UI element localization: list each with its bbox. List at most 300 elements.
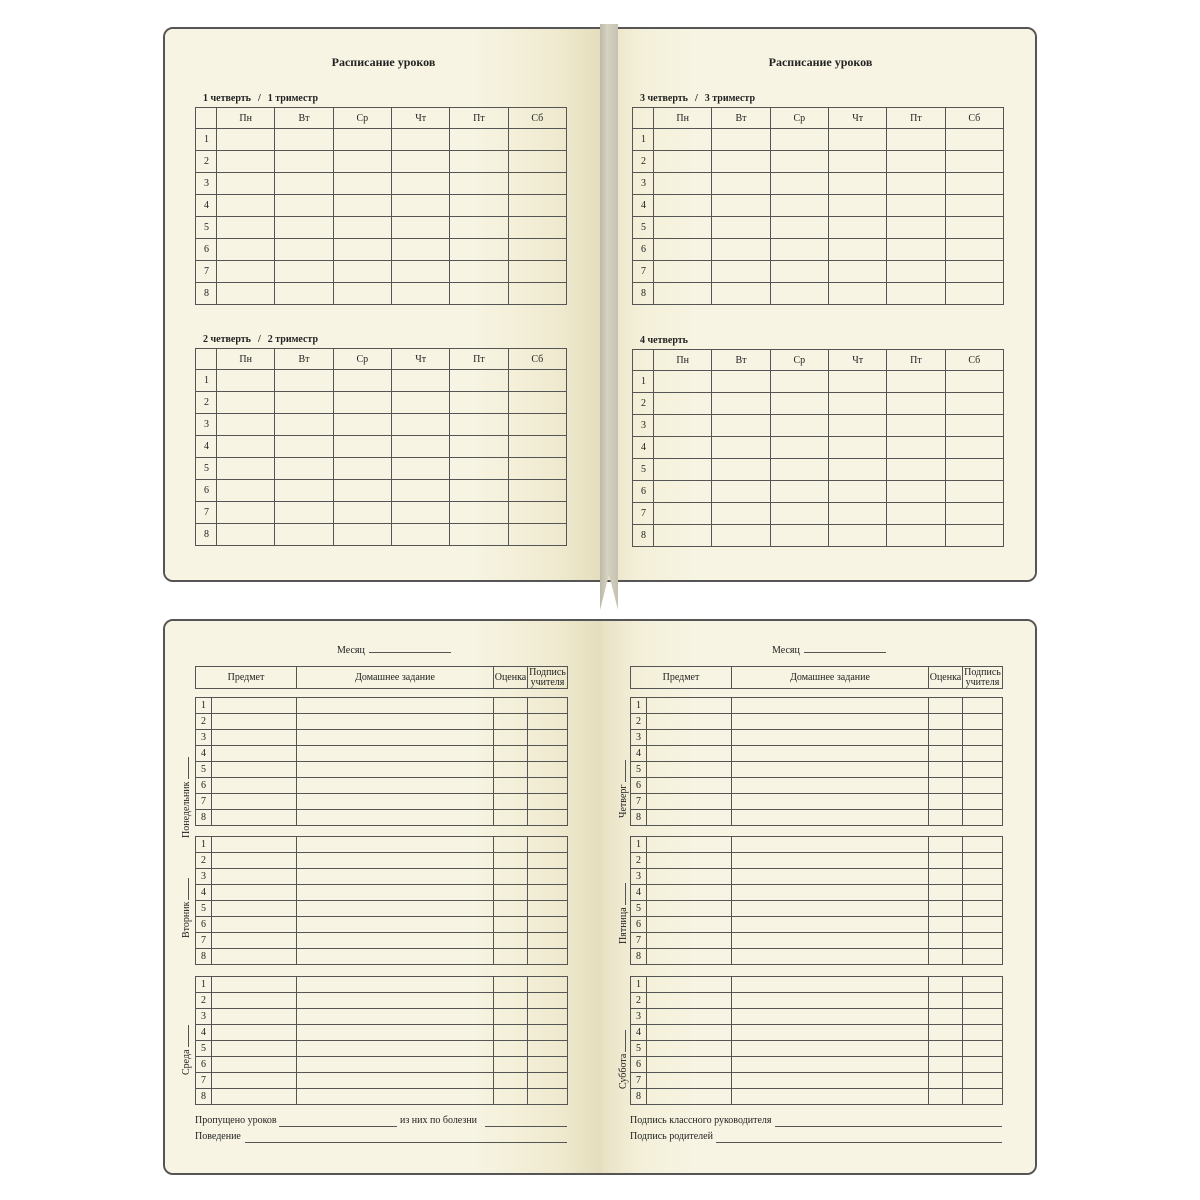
homework-cell[interactable] xyxy=(297,730,494,746)
homework-cell[interactable] xyxy=(732,1089,929,1105)
schedule-cell[interactable] xyxy=(391,151,449,173)
subject-cell[interactable] xyxy=(212,1073,297,1089)
grade-cell[interactable] xyxy=(929,1073,963,1089)
homework-cell[interactable] xyxy=(297,1025,494,1041)
schedule-cell[interactable] xyxy=(654,151,712,173)
teacher-signature-cell[interactable] xyxy=(528,1041,568,1057)
schedule-cell[interactable] xyxy=(887,129,945,151)
homework-cell[interactable] xyxy=(732,977,929,993)
grade-cell[interactable] xyxy=(494,746,528,762)
schedule-cell[interactable] xyxy=(333,502,391,524)
grade-cell[interactable] xyxy=(929,714,963,730)
subject-cell[interactable] xyxy=(212,1041,297,1057)
subject-cell[interactable] xyxy=(647,853,732,869)
teacher-signature-cell[interactable] xyxy=(528,917,568,933)
schedule-cell[interactable] xyxy=(333,129,391,151)
schedule-cell[interactable] xyxy=(945,173,1003,195)
schedule-cell[interactable] xyxy=(217,151,275,173)
schedule-cell[interactable] xyxy=(654,481,712,503)
subject-cell[interactable] xyxy=(212,762,297,778)
schedule-cell[interactable] xyxy=(712,217,770,239)
grade-cell[interactable] xyxy=(929,853,963,869)
schedule-cell[interactable] xyxy=(450,436,508,458)
schedule-cell[interactable] xyxy=(508,195,566,217)
teacher-signature-cell[interactable] xyxy=(528,853,568,869)
schedule-cell[interactable] xyxy=(333,524,391,546)
schedule-cell[interactable] xyxy=(887,261,945,283)
schedule-cell[interactable] xyxy=(508,524,566,546)
subject-cell[interactable] xyxy=(647,1041,732,1057)
grade-cell[interactable] xyxy=(929,778,963,794)
schedule-cell[interactable] xyxy=(391,283,449,305)
homework-cell[interactable] xyxy=(297,901,494,917)
subject-cell[interactable] xyxy=(212,794,297,810)
grade-cell[interactable] xyxy=(494,794,528,810)
schedule-cell[interactable] xyxy=(770,173,828,195)
schedule-cell[interactable] xyxy=(391,458,449,480)
schedule-cell[interactable] xyxy=(275,151,333,173)
grade-cell[interactable] xyxy=(929,762,963,778)
homework-cell[interactable] xyxy=(297,993,494,1009)
schedule-cell[interactable] xyxy=(828,151,886,173)
schedule-cell[interactable] xyxy=(333,458,391,480)
schedule-cell[interactable] xyxy=(887,525,945,547)
schedule-cell[interactable] xyxy=(712,151,770,173)
homework-cell[interactable] xyxy=(297,698,494,714)
teacher-signature-cell[interactable] xyxy=(528,1089,568,1105)
subject-cell[interactable] xyxy=(647,762,732,778)
schedule-cell[interactable] xyxy=(887,195,945,217)
schedule-cell[interactable] xyxy=(508,129,566,151)
schedule-cell[interactable] xyxy=(945,239,1003,261)
subject-cell[interactable] xyxy=(647,794,732,810)
subject-cell[interactable] xyxy=(212,698,297,714)
schedule-cell[interactable] xyxy=(712,239,770,261)
schedule-cell[interactable] xyxy=(828,261,886,283)
subject-cell[interactable] xyxy=(647,810,732,826)
teacher-signature-cell[interactable] xyxy=(963,869,1003,885)
schedule-cell[interactable] xyxy=(508,436,566,458)
schedule-cell[interactable] xyxy=(275,480,333,502)
schedule-cell[interactable] xyxy=(945,261,1003,283)
schedule-cell[interactable] xyxy=(887,239,945,261)
schedule-cell[interactable] xyxy=(217,524,275,546)
teacher-signature-cell[interactable] xyxy=(528,885,568,901)
homework-cell[interactable] xyxy=(732,837,929,853)
subject-cell[interactable] xyxy=(212,949,297,965)
schedule-cell[interactable] xyxy=(217,458,275,480)
schedule-cell[interactable] xyxy=(333,261,391,283)
subject-cell[interactable] xyxy=(212,917,297,933)
subject-cell[interactable] xyxy=(212,853,297,869)
schedule-cell[interactable] xyxy=(828,371,886,393)
subject-cell[interactable] xyxy=(212,730,297,746)
schedule-cell[interactable] xyxy=(770,415,828,437)
schedule-cell[interactable] xyxy=(770,217,828,239)
teacher-signature-cell[interactable] xyxy=(528,698,568,714)
teacher-signature-cell[interactable] xyxy=(963,1025,1003,1041)
schedule-cell[interactable] xyxy=(770,239,828,261)
subject-cell[interactable] xyxy=(212,810,297,826)
schedule-cell[interactable] xyxy=(275,414,333,436)
schedule-cell[interactable] xyxy=(333,195,391,217)
teacher-signature-cell[interactable] xyxy=(963,1041,1003,1057)
schedule-cell[interactable] xyxy=(654,393,712,415)
teacher-signature-cell[interactable] xyxy=(963,837,1003,853)
teacher-signature-cell[interactable] xyxy=(528,901,568,917)
schedule-cell[interactable] xyxy=(828,217,886,239)
subject-cell[interactable] xyxy=(212,746,297,762)
homework-cell[interactable] xyxy=(732,762,929,778)
homework-cell[interactable] xyxy=(297,746,494,762)
subject-cell[interactable] xyxy=(647,993,732,1009)
schedule-cell[interactable] xyxy=(217,129,275,151)
schedule-cell[interactable] xyxy=(887,393,945,415)
schedule-cell[interactable] xyxy=(770,283,828,305)
schedule-cell[interactable] xyxy=(275,217,333,239)
grade-cell[interactable] xyxy=(494,853,528,869)
grade-cell[interactable] xyxy=(494,1057,528,1073)
subject-cell[interactable] xyxy=(647,1057,732,1073)
subject-cell[interactable] xyxy=(647,917,732,933)
homework-cell[interactable] xyxy=(297,1089,494,1105)
schedule-cell[interactable] xyxy=(217,195,275,217)
homework-cell[interactable] xyxy=(732,714,929,730)
schedule-cell[interactable] xyxy=(391,129,449,151)
grade-cell[interactable] xyxy=(494,949,528,965)
schedule-cell[interactable] xyxy=(450,524,508,546)
schedule-cell[interactable] xyxy=(770,261,828,283)
schedule-cell[interactable] xyxy=(712,437,770,459)
homework-cell[interactable] xyxy=(297,1009,494,1025)
homework-cell[interactable] xyxy=(732,917,929,933)
teacher-signature-cell[interactable] xyxy=(528,778,568,794)
homework-cell[interactable] xyxy=(297,837,494,853)
schedule-cell[interactable] xyxy=(712,129,770,151)
schedule-cell[interactable] xyxy=(391,392,449,414)
teacher-signature-cell[interactable] xyxy=(528,977,568,993)
schedule-cell[interactable] xyxy=(828,129,886,151)
subject-cell[interactable] xyxy=(212,837,297,853)
homework-cell[interactable] xyxy=(297,1041,494,1057)
schedule-cell[interactable] xyxy=(508,151,566,173)
schedule-cell[interactable] xyxy=(217,502,275,524)
teacher-signature-cell[interactable] xyxy=(963,977,1003,993)
grade-cell[interactable] xyxy=(929,977,963,993)
schedule-cell[interactable] xyxy=(217,283,275,305)
schedule-cell[interactable] xyxy=(391,414,449,436)
schedule-cell[interactable] xyxy=(712,173,770,195)
teacher-signature-cell[interactable] xyxy=(963,1057,1003,1073)
subject-cell[interactable] xyxy=(647,1009,732,1025)
schedule-cell[interactable] xyxy=(217,217,275,239)
schedule-cell[interactable] xyxy=(391,239,449,261)
schedule-cell[interactable] xyxy=(887,415,945,437)
schedule-cell[interactable] xyxy=(887,217,945,239)
teacher-signature-cell[interactable] xyxy=(528,837,568,853)
schedule-cell[interactable] xyxy=(275,261,333,283)
schedule-cell[interactable] xyxy=(275,392,333,414)
teacher-signature-cell[interactable] xyxy=(963,762,1003,778)
teacher-signature-cell[interactable] xyxy=(528,714,568,730)
grade-cell[interactable] xyxy=(494,993,528,1009)
schedule-cell[interactable] xyxy=(450,414,508,436)
schedule-cell[interactable] xyxy=(828,481,886,503)
schedule-cell[interactable] xyxy=(945,217,1003,239)
schedule-cell[interactable] xyxy=(828,173,886,195)
teacher-signature-cell[interactable] xyxy=(963,810,1003,826)
homework-cell[interactable] xyxy=(732,1073,929,1089)
schedule-cell[interactable] xyxy=(712,283,770,305)
subject-cell[interactable] xyxy=(212,901,297,917)
schedule-cell[interactable] xyxy=(945,195,1003,217)
teacher-signature-cell[interactable] xyxy=(963,1089,1003,1105)
homework-cell[interactable] xyxy=(297,869,494,885)
schedule-cell[interactable] xyxy=(508,261,566,283)
grade-cell[interactable] xyxy=(929,1089,963,1105)
schedule-cell[interactable] xyxy=(828,415,886,437)
homework-cell[interactable] xyxy=(297,778,494,794)
schedule-cell[interactable] xyxy=(450,370,508,392)
subject-cell[interactable] xyxy=(212,993,297,1009)
homework-cell[interactable] xyxy=(297,933,494,949)
homework-cell[interactable] xyxy=(732,933,929,949)
grade-cell[interactable] xyxy=(494,714,528,730)
schedule-cell[interactable] xyxy=(654,371,712,393)
schedule-cell[interactable] xyxy=(770,151,828,173)
schedule-cell[interactable] xyxy=(945,415,1003,437)
grade-cell[interactable] xyxy=(494,1009,528,1025)
homework-cell[interactable] xyxy=(732,885,929,901)
homework-cell[interactable] xyxy=(732,794,929,810)
schedule-cell[interactable] xyxy=(712,261,770,283)
teacher-signature-cell[interactable] xyxy=(528,1025,568,1041)
schedule-cell[interactable] xyxy=(333,436,391,458)
homework-cell[interactable] xyxy=(732,730,929,746)
schedule-cell[interactable] xyxy=(508,217,566,239)
schedule-cell[interactable] xyxy=(391,370,449,392)
subject-cell[interactable] xyxy=(647,869,732,885)
schedule-cell[interactable] xyxy=(508,414,566,436)
teacher-signature-cell[interactable] xyxy=(963,1009,1003,1025)
subject-cell[interactable] xyxy=(212,778,297,794)
homework-cell[interactable] xyxy=(297,949,494,965)
teacher-signature-cell[interactable] xyxy=(963,885,1003,901)
homework-cell[interactable] xyxy=(297,810,494,826)
schedule-cell[interactable] xyxy=(887,151,945,173)
teacher-signature-cell[interactable] xyxy=(963,794,1003,810)
homework-cell[interactable] xyxy=(732,949,929,965)
grade-cell[interactable] xyxy=(494,1073,528,1089)
schedule-cell[interactable] xyxy=(654,261,712,283)
grade-cell[interactable] xyxy=(929,949,963,965)
subject-cell[interactable] xyxy=(212,1089,297,1105)
teacher-signature-cell[interactable] xyxy=(528,949,568,965)
teacher-signature-cell[interactable] xyxy=(528,730,568,746)
subject-cell[interactable] xyxy=(647,1089,732,1105)
schedule-cell[interactable] xyxy=(828,459,886,481)
subject-cell[interactable] xyxy=(212,1025,297,1041)
subject-cell[interactable] xyxy=(647,901,732,917)
homework-cell[interactable] xyxy=(732,746,929,762)
schedule-cell[interactable] xyxy=(887,481,945,503)
homework-cell[interactable] xyxy=(297,853,494,869)
schedule-cell[interactable] xyxy=(217,261,275,283)
schedule-cell[interactable] xyxy=(450,173,508,195)
grade-cell[interactable] xyxy=(494,977,528,993)
schedule-cell[interactable] xyxy=(654,415,712,437)
schedule-cell[interactable] xyxy=(770,393,828,415)
schedule-cell[interactable] xyxy=(275,370,333,392)
grade-cell[interactable] xyxy=(494,885,528,901)
schedule-cell[interactable] xyxy=(945,481,1003,503)
schedule-cell[interactable] xyxy=(275,436,333,458)
schedule-cell[interactable] xyxy=(450,480,508,502)
schedule-cell[interactable] xyxy=(712,195,770,217)
schedule-cell[interactable] xyxy=(828,437,886,459)
schedule-cell[interactable] xyxy=(887,437,945,459)
homework-cell[interactable] xyxy=(732,1025,929,1041)
schedule-cell[interactable] xyxy=(333,173,391,195)
grade-cell[interactable] xyxy=(494,901,528,917)
grade-cell[interactable] xyxy=(929,885,963,901)
schedule-cell[interactable] xyxy=(217,370,275,392)
schedule-cell[interactable] xyxy=(828,393,886,415)
schedule-cell[interactable] xyxy=(391,261,449,283)
schedule-cell[interactable] xyxy=(217,480,275,502)
schedule-cell[interactable] xyxy=(275,283,333,305)
schedule-cell[interactable] xyxy=(217,392,275,414)
schedule-cell[interactable] xyxy=(508,458,566,480)
schedule-cell[interactable] xyxy=(712,481,770,503)
grade-cell[interactable] xyxy=(929,1009,963,1025)
grade-cell[interactable] xyxy=(494,933,528,949)
teacher-signature-cell[interactable] xyxy=(963,746,1003,762)
schedule-cell[interactable] xyxy=(333,151,391,173)
homework-cell[interactable] xyxy=(732,1057,929,1073)
schedule-cell[interactable] xyxy=(450,239,508,261)
schedule-cell[interactable] xyxy=(828,283,886,305)
schedule-cell[interactable] xyxy=(945,437,1003,459)
grade-cell[interactable] xyxy=(929,1025,963,1041)
schedule-cell[interactable] xyxy=(391,480,449,502)
homework-cell[interactable] xyxy=(732,810,929,826)
schedule-cell[interactable] xyxy=(450,392,508,414)
teacher-signature-cell[interactable] xyxy=(528,810,568,826)
subject-cell[interactable] xyxy=(212,869,297,885)
schedule-cell[interactable] xyxy=(508,392,566,414)
schedule-cell[interactable] xyxy=(217,173,275,195)
schedule-cell[interactable] xyxy=(654,217,712,239)
teacher-signature-cell[interactable] xyxy=(963,778,1003,794)
schedule-cell[interactable] xyxy=(654,239,712,261)
schedule-cell[interactable] xyxy=(654,525,712,547)
grade-cell[interactable] xyxy=(929,837,963,853)
schedule-cell[interactable] xyxy=(508,370,566,392)
homework-cell[interactable] xyxy=(732,698,929,714)
grade-cell[interactable] xyxy=(929,933,963,949)
schedule-cell[interactable] xyxy=(770,195,828,217)
grade-cell[interactable] xyxy=(929,869,963,885)
teacher-signature-cell[interactable] xyxy=(528,746,568,762)
schedule-cell[interactable] xyxy=(945,371,1003,393)
grade-cell[interactable] xyxy=(494,1041,528,1057)
schedule-cell[interactable] xyxy=(887,173,945,195)
grade-cell[interactable] xyxy=(929,794,963,810)
grade-cell[interactable] xyxy=(494,837,528,853)
teacher-signature-cell[interactable] xyxy=(963,917,1003,933)
schedule-cell[interactable] xyxy=(654,437,712,459)
schedule-cell[interactable] xyxy=(275,524,333,546)
schedule-cell[interactable] xyxy=(275,195,333,217)
schedule-cell[interactable] xyxy=(770,481,828,503)
grade-cell[interactable] xyxy=(494,778,528,794)
schedule-cell[interactable] xyxy=(945,503,1003,525)
subject-cell[interactable] xyxy=(212,933,297,949)
subject-cell[interactable] xyxy=(647,746,732,762)
grade-cell[interactable] xyxy=(929,1041,963,1057)
schedule-cell[interactable] xyxy=(508,239,566,261)
schedule-cell[interactable] xyxy=(828,503,886,525)
schedule-cell[interactable] xyxy=(828,525,886,547)
schedule-cell[interactable] xyxy=(508,283,566,305)
schedule-cell[interactable] xyxy=(712,371,770,393)
homework-cell[interactable] xyxy=(732,1041,929,1057)
teacher-signature-cell[interactable] xyxy=(963,901,1003,917)
grade-cell[interactable] xyxy=(929,746,963,762)
schedule-cell[interactable] xyxy=(887,503,945,525)
schedule-cell[interactable] xyxy=(654,195,712,217)
subject-cell[interactable] xyxy=(647,1025,732,1041)
schedule-cell[interactable] xyxy=(450,217,508,239)
schedule-cell[interactable] xyxy=(391,502,449,524)
schedule-cell[interactable] xyxy=(828,239,886,261)
grade-cell[interactable] xyxy=(494,810,528,826)
schedule-cell[interactable] xyxy=(828,195,886,217)
subject-cell[interactable] xyxy=(212,1009,297,1025)
schedule-cell[interactable] xyxy=(654,503,712,525)
schedule-cell[interactable] xyxy=(654,459,712,481)
teacher-signature-cell[interactable] xyxy=(963,993,1003,1009)
schedule-cell[interactable] xyxy=(450,502,508,524)
schedule-cell[interactable] xyxy=(391,195,449,217)
schedule-cell[interactable] xyxy=(333,414,391,436)
grade-cell[interactable] xyxy=(929,993,963,1009)
schedule-cell[interactable] xyxy=(450,195,508,217)
homework-cell[interactable] xyxy=(297,1073,494,1089)
subject-cell[interactable] xyxy=(647,933,732,949)
schedule-cell[interactable] xyxy=(275,502,333,524)
schedule-cell[interactable] xyxy=(275,239,333,261)
teacher-signature-cell[interactable] xyxy=(528,794,568,810)
grade-cell[interactable] xyxy=(929,1057,963,1073)
teacher-signature-cell[interactable] xyxy=(528,933,568,949)
schedule-cell[interactable] xyxy=(391,217,449,239)
teacher-signature-cell[interactable] xyxy=(963,949,1003,965)
grade-cell[interactable] xyxy=(929,901,963,917)
grade-cell[interactable] xyxy=(494,762,528,778)
schedule-cell[interactable] xyxy=(391,436,449,458)
teacher-signature-cell[interactable] xyxy=(528,1073,568,1089)
schedule-cell[interactable] xyxy=(945,283,1003,305)
homework-cell[interactable] xyxy=(297,714,494,730)
grade-cell[interactable] xyxy=(494,917,528,933)
schedule-cell[interactable] xyxy=(333,217,391,239)
grade-cell[interactable] xyxy=(494,869,528,885)
homework-cell[interactable] xyxy=(297,762,494,778)
teacher-signature-cell[interactable] xyxy=(963,698,1003,714)
teacher-signature-cell[interactable] xyxy=(963,853,1003,869)
